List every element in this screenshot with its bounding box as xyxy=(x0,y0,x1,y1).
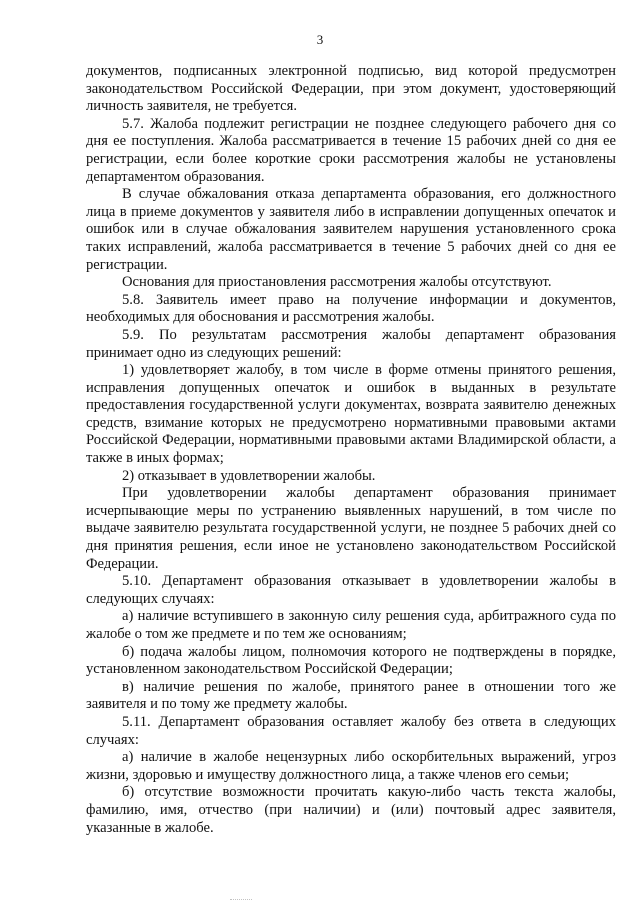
paragraph: документов, подписанных электронной подписью, вид которой предусмотрен законодательством Российской Федерации, при этом документ, удостоверяющий личность заявителя, не требуется. xyxy=(86,63,616,115)
paragraph: Основания для приостановления рассмотрения жалобы отсутствуют. xyxy=(122,274,552,291)
document-body xyxy=(86,63,616,837)
paragraph: При удовлетворении жалобы департамент образования принимает исчерпывающие меры по устранению выявленных нарушений, в том числе по выдаче заявителю результата государственной услуги, не позднее 5 рабочих дней со дня принятия решения, если иное не установлено законодательством Российской Федерации. xyxy=(86,485,616,572)
scan-artifact xyxy=(230,899,252,902)
paragraph: б) отсутствие возможности прочитать какую-либо часть текста жалобы, фамилию, имя, отчество (при наличии) и (или) почтовый адрес заявителя, указанные в жалобе. xyxy=(86,784,616,836)
paragraph: 1) удовлетворяет жалобу, в том числе в форме отмены принятого решения, исправления допущенных опечаток и ошибок в выданных в результате предоставления государственной услуги документах, возврата заявителю денежных средств, взимание которых не предусмотрено нормативными правовыми актами Российской Федерации, нормативными правовыми актами Владимирской области, а также в иных формах; xyxy=(86,362,616,467)
paragraph: а) наличие в жалобе нецензурных либо оскорбительных выражений, угроз жизни, здоровью и имуществу должностного лица, а также членов его семьи; xyxy=(86,749,616,783)
paragraph: 5.11. Департамент образования оставляет жалобу без ответа в следующих случаях: xyxy=(86,713,616,748)
paragraph: 5.7. Жалоба подлежит регистрации не позднее следующего рабочего дня со дня ее поступления. Жалоба рассматривается в течение 15 рабочих дней со дня ее регистрации, если более короткие сроки рассмотрения жалобы не установлены департаментом образования. xyxy=(86,115,616,185)
paragraph: 5.9. По результатам рассмотрения жалобы департамент образования принимает одно из следующих решений: xyxy=(86,326,616,361)
paragraph: в) наличие решения по жалобе, принятого ранее в отношении того же заявителя и по тому же предмету жалобы. xyxy=(86,678,616,713)
paragraph: б) подача жалобы лицом, полномочия которого не подтверждены в порядке, установленном законодательством Российской Федерации; xyxy=(86,643,616,678)
paragraph: 2) отказывает в удовлетворении жалобы. xyxy=(122,467,376,484)
paragraph: 5.8. Заявитель имеет право на получение информации и документов, необходимых для обоснования и рассмотрения жалобы. xyxy=(86,291,616,326)
paragraph: В случае обжалования отказа департамента образования, его должностного лица в приеме документов у заявителя либо в исправлении допущенных опечаток и ошибок или в случае обжалования заявителем нарушения установленного срока таких исправлений, жалоба рассматривается в течение 5 рабочих дней со дня ее регистрации. xyxy=(86,186,616,273)
page-number: 3 xyxy=(316,32,324,47)
paragraph: 5.10. Департамент образования отказывает в удовлетворении жалобы в следующих случаях: xyxy=(86,573,616,607)
paragraph: а) наличие вступившего в законную силу решения суда, арбитражного суда по жалобе о том же предмете и по тем же основаниям; xyxy=(86,608,616,642)
